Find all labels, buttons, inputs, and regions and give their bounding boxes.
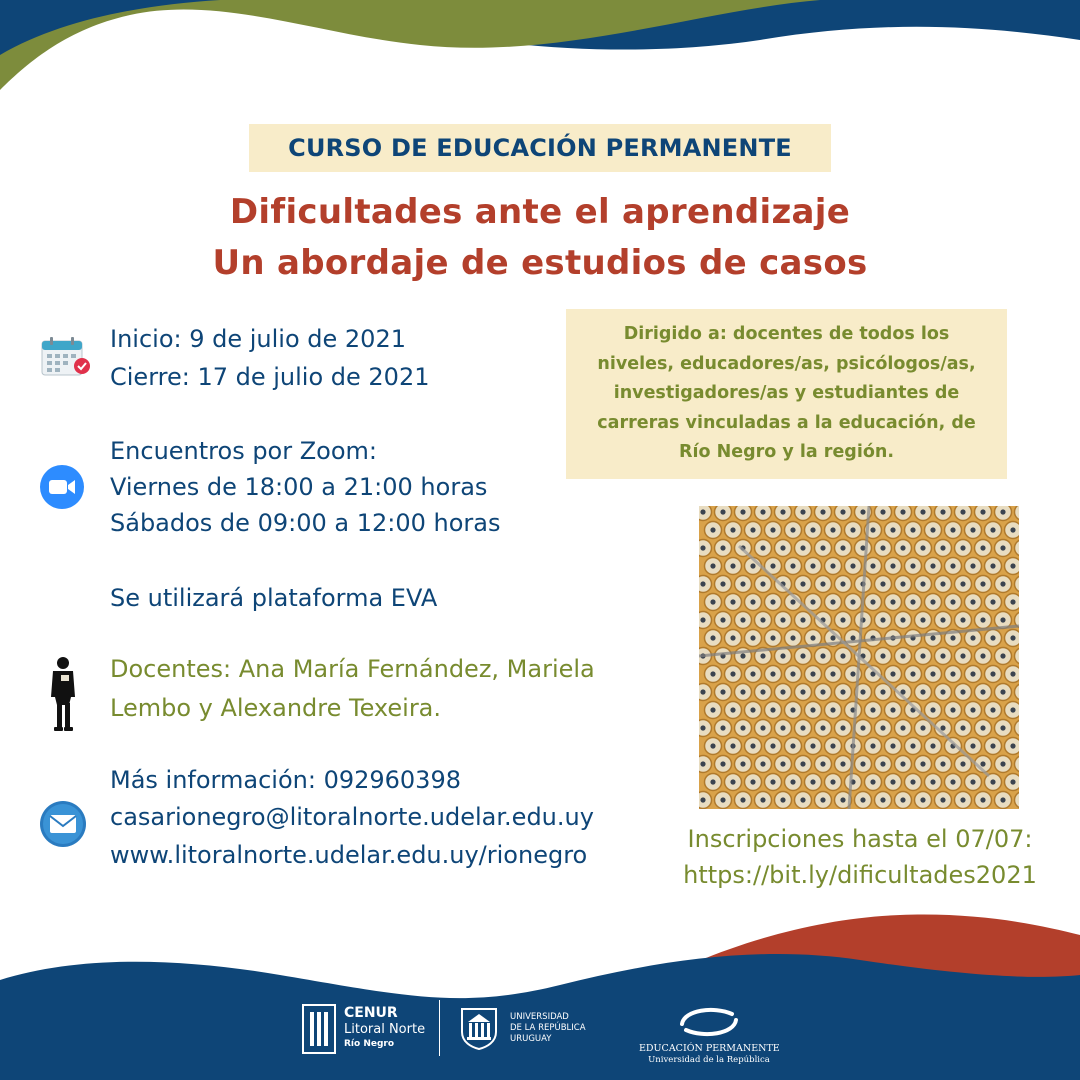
pencil-tip (875, 540, 892, 557)
pencil-tip (855, 540, 872, 557)
pencil-tip (775, 756, 792, 773)
pencil-tip (885, 666, 902, 683)
pencil-tip (795, 756, 812, 773)
pencil-tip (715, 792, 732, 809)
pencil-tip (875, 506, 892, 521)
pencil-tip (895, 792, 912, 809)
pencil-tip (755, 576, 772, 593)
pencil-tip (895, 540, 912, 557)
pencil-tip (925, 738, 942, 755)
pencil-tip (955, 648, 972, 665)
udelar-seal-icon (459, 1006, 499, 1050)
end-date: Cierre: 17 de julio de 2021 (110, 363, 430, 391)
pencil-tip (835, 648, 852, 665)
pencil-tip (875, 720, 892, 737)
pencil-tip (845, 594, 862, 611)
pencil-tip (875, 576, 892, 593)
pencil-tip (775, 506, 792, 521)
pencil-tip (915, 648, 932, 665)
pencil-tip (795, 540, 812, 557)
target-line: investigadores/as y estudiantes de (613, 383, 960, 403)
pencil-tip (945, 702, 962, 719)
pencil-tip (955, 684, 972, 701)
pencil-tip (765, 594, 782, 611)
pencil-tip (835, 720, 852, 737)
pencil-tip (755, 792, 772, 809)
pencil-tip (715, 648, 732, 665)
pencil-tip (1005, 774, 1020, 791)
pencil-tip (785, 702, 802, 719)
ep-name-line2: Universidad de la República (648, 1055, 770, 1065)
pencil-tip (825, 594, 842, 611)
pencil-tip (815, 612, 832, 629)
pencil-tip (895, 506, 912, 521)
pencil-tip (815, 540, 832, 557)
pencil-tip (845, 522, 862, 539)
pencil-tip (1005, 738, 1020, 755)
pencil-tip (699, 684, 712, 701)
pencil-tip (925, 594, 942, 611)
pencil-tip (745, 738, 762, 755)
pencil-tip (725, 666, 742, 683)
pencil-tip (805, 774, 822, 791)
ep-name-line1: EDUCACIÓN PERMANENTE (639, 1043, 780, 1054)
pencil-tip (725, 630, 742, 647)
pencil-tip (875, 648, 892, 665)
pencil-tip (755, 612, 772, 629)
pencil-tip (945, 738, 962, 755)
pencil-tip (715, 756, 732, 773)
pencil-tip (715, 684, 732, 701)
pencil-tip (775, 684, 792, 701)
pencil-tip (825, 666, 842, 683)
teachers-line1: Docentes: Ana María Fernández, Mariela (110, 655, 595, 683)
pencil-tip (699, 576, 712, 593)
pencil-tip (835, 506, 852, 521)
pencil-tip (895, 648, 912, 665)
pencil-tip (699, 540, 712, 557)
pencil-tip (875, 612, 892, 629)
contact-website[interactable]: www.litoralnorte.udelar.edu.uy/rionegro (110, 841, 588, 869)
pencil-tip (805, 558, 822, 575)
pencil-tip (735, 612, 752, 629)
pencil-tip (825, 702, 842, 719)
pencil-tip (775, 540, 792, 557)
pencil-tip (955, 576, 972, 593)
pencil-tip (705, 594, 722, 611)
pencil-tip (775, 612, 792, 629)
pencil-tip (965, 666, 982, 683)
pencil-tip (905, 594, 922, 611)
pencil-tip (755, 506, 772, 521)
pencil-tip (905, 558, 922, 575)
pencil-tip (885, 702, 902, 719)
pencil-tip (795, 684, 812, 701)
pencil-tip (1005, 522, 1020, 539)
pencil-tip (1005, 702, 1020, 719)
pencil-tip (1005, 558, 1020, 575)
pencil-tip (815, 756, 832, 773)
pencil-tip (955, 612, 972, 629)
pencil-tip (805, 522, 822, 539)
pencil-tip (925, 558, 942, 575)
pencil-tip (945, 558, 962, 575)
pencil-tip (725, 594, 742, 611)
pencil-tip (985, 558, 1002, 575)
pencil-tip (975, 792, 992, 809)
pencil-tip (905, 774, 922, 791)
pencil-tip (699, 612, 712, 629)
pencil-tip (995, 648, 1012, 665)
pencil-tip (745, 702, 762, 719)
pencil-tip (855, 792, 872, 809)
pencil-tip (795, 792, 812, 809)
pencil-tip (905, 522, 922, 539)
pencil-tip (765, 522, 782, 539)
pencil-tip (945, 594, 962, 611)
pencil-tip (835, 576, 852, 593)
pencil-tip (935, 792, 952, 809)
pencil-tip (965, 594, 982, 611)
cenur-name: CENUR (344, 1005, 398, 1021)
pencil-tip (815, 576, 832, 593)
pencil-tip (915, 612, 932, 629)
pencil-tip (995, 720, 1012, 737)
teacher-silhouette-icon (47, 655, 81, 733)
zoom-icon (39, 464, 85, 510)
pencil-tip (735, 792, 752, 809)
pencil-tip (725, 522, 742, 539)
target-line: Dirigido a: docentes de todos los (623, 324, 950, 344)
pencil-tip (785, 738, 802, 755)
pencil-tip (745, 522, 762, 539)
meetings-friday: Viernes de 18:00 a 21:00 horas (110, 473, 488, 501)
pencil-tip (975, 506, 992, 521)
pencil-tip (785, 558, 802, 575)
pencil-tip (985, 702, 1002, 719)
pencil-tip (699, 792, 712, 809)
target-line: carreras vinculadas a la educación, de (597, 412, 976, 433)
pencil-tip (975, 612, 992, 629)
pencil-tip (925, 774, 942, 791)
cenur-subname: Litoral Norte (344, 1022, 426, 1037)
pencil-tip (725, 558, 742, 575)
pencil-tip (995, 684, 1012, 701)
pencil-tip (875, 684, 892, 701)
pencil-tip (845, 774, 862, 791)
pencil-tip (935, 540, 952, 557)
pencil-tip (935, 756, 952, 773)
pencil-tip (699, 506, 712, 521)
pencil-tip (735, 720, 752, 737)
pencil-tip (815, 720, 832, 737)
pencil-tip (735, 576, 752, 593)
pencil-tip (935, 576, 952, 593)
pencil-tip (965, 702, 982, 719)
contact-phone: Más información: 092960398 (110, 766, 461, 794)
pencil-tip (995, 506, 1012, 521)
course-type-badge: CURSO DE EDUCACIÓN PERMANENTE (249, 124, 831, 172)
pencil-tip (855, 756, 872, 773)
pencil-tip (699, 720, 712, 737)
pencil-tip (925, 666, 942, 683)
pencil-tip (855, 720, 872, 737)
pencil-tip (985, 594, 1002, 611)
pencil-tip (915, 792, 932, 809)
pencil-tip (995, 576, 1012, 593)
pencil-tip (705, 774, 722, 791)
teachers-line2: Lembo y Alexandre Texeira. (110, 694, 442, 722)
pencil-tip (755, 540, 772, 557)
pencil-tip (995, 792, 1012, 809)
pencil-tip (865, 702, 882, 719)
pencil-tip (965, 738, 982, 755)
pencil-tip (745, 630, 762, 647)
pencil-tip (745, 774, 762, 791)
cenur-place: Río Negro (344, 1039, 395, 1049)
logo-divider (439, 1000, 440, 1056)
pencil-tip (875, 792, 892, 809)
pencil-tip (865, 594, 882, 611)
pencil-tip (815, 684, 832, 701)
pencil-tip (905, 738, 922, 755)
pencil-tip (895, 576, 912, 593)
pencil-tip (725, 738, 742, 755)
pencil-tip (935, 612, 952, 629)
pencil-tip (715, 576, 732, 593)
pencil-tip (1005, 630, 1020, 647)
pencil-tip (885, 558, 902, 575)
pencil-tip (715, 540, 732, 557)
pencil-tip (745, 666, 762, 683)
pencil-tip (795, 612, 812, 629)
pencils-photo (699, 506, 1019, 809)
contact-email[interactable]: casarionegro@litoralnorte.udelar.edu.uy (110, 803, 594, 831)
pencil-tip (1005, 594, 1020, 611)
pencil-tip (715, 720, 732, 737)
udelar-name-line1: UNIVERSIDAD (510, 1012, 569, 1022)
pencil-tip (765, 630, 782, 647)
pencil-tip (795, 576, 812, 593)
pencil-tip (835, 540, 852, 557)
pencil-tip (965, 522, 982, 539)
pencil-tip (965, 558, 982, 575)
educacion-permanente-logo-icon (674, 1004, 744, 1040)
pencil-tip (995, 540, 1012, 557)
pencil-tip (835, 612, 852, 629)
pencil-tip (895, 612, 912, 629)
pencil-tip (785, 522, 802, 539)
enrollment-deadline: Inscripciones hasta el 07/07: (687, 825, 1033, 853)
pencil-tip (705, 522, 722, 539)
target-line: niveles, educadores/as, psicólogos/as, (597, 353, 976, 374)
pencil-tip (705, 738, 722, 755)
pencil-tip (975, 648, 992, 665)
pencil-tip (915, 506, 932, 521)
pencil-tip (975, 720, 992, 737)
pencil-tip (775, 792, 792, 809)
pencil-tip (765, 738, 782, 755)
pencil-tip (765, 666, 782, 683)
pencil-tip (825, 558, 842, 575)
pencil-tip (699, 756, 712, 773)
pencil-tip (715, 612, 732, 629)
target-line: Río Negro y la región. (679, 442, 894, 462)
pencil-tip (915, 576, 932, 593)
email-icon (39, 800, 87, 848)
pencil-tip (765, 774, 782, 791)
pencil-tip (955, 540, 972, 557)
pencil-tip (755, 756, 772, 773)
course-title-line1: Dificultades ante el aprendizaje (229, 192, 851, 232)
pencil-tip (755, 684, 772, 701)
pencil-tip (775, 720, 792, 737)
start-date: Inicio: 9 de julio de 2021 (110, 325, 406, 353)
pencil-tip (805, 666, 822, 683)
udelar-name-line2: DE LA REPÚBLICA (510, 1023, 586, 1033)
pencil-tip (715, 506, 732, 521)
pencil-tip (885, 522, 902, 539)
pencil-tip (985, 522, 1002, 539)
pencil-tip (955, 720, 972, 737)
pencil-tip (985, 666, 1002, 683)
pencil-tip (735, 756, 752, 773)
pencil-tip (995, 756, 1012, 773)
pencil-tip (835, 684, 852, 701)
pencil-tip (795, 506, 812, 521)
pencil-tip (935, 506, 952, 521)
pencil-tip (945, 666, 962, 683)
pencil-tip (945, 774, 962, 791)
pencil-tip (745, 594, 762, 611)
pencil-tip (835, 756, 852, 773)
pencil-tip (925, 702, 942, 719)
pencil-tip (785, 666, 802, 683)
pencil-tip (925, 522, 942, 539)
pencil-tip (825, 522, 842, 539)
pencil-tip (885, 738, 902, 755)
pencil-tip (905, 666, 922, 683)
pencil-tip (945, 522, 962, 539)
target-audience-box (566, 309, 1007, 479)
meetings-heading: Encuentros por Zoom: (110, 437, 378, 465)
pencil-tip (725, 774, 742, 791)
pencil-tip (705, 702, 722, 719)
course-title-line2: Un abordaje de estudios de casos (212, 243, 868, 283)
udelar-name-line3: URUGUAY (510, 1034, 552, 1044)
pencil-tip (915, 684, 932, 701)
pencil-tip (845, 702, 862, 719)
pencil-tip (765, 702, 782, 719)
pencil-tip (805, 702, 822, 719)
pencil-tip (1005, 666, 1020, 683)
pencil-tip (955, 792, 972, 809)
pencil-tip (735, 684, 752, 701)
pencil-tip (895, 720, 912, 737)
pencil-tip (755, 720, 772, 737)
pencil-tip (705, 666, 722, 683)
pencil-tip (815, 506, 832, 521)
pencil-tip (895, 756, 912, 773)
pencil-tip (915, 756, 932, 773)
pencil-tip (815, 648, 832, 665)
pencil-tip (785, 774, 802, 791)
pencil-tip (865, 558, 882, 575)
pencil-tip (965, 774, 982, 791)
pencil-tip (825, 738, 842, 755)
pencil-tip (865, 738, 882, 755)
pencil-tip (735, 506, 752, 521)
pencil-tip (915, 540, 932, 557)
pencil-tip (935, 684, 952, 701)
pencil-tip (795, 720, 812, 737)
calendar-icon (40, 335, 92, 379)
pencil-tip (875, 756, 892, 773)
pencil-tip (935, 648, 952, 665)
pencil-tip (725, 702, 742, 719)
meetings-saturday: Sábados de 09:00 a 12:00 horas (110, 509, 501, 537)
pencil-tip (795, 648, 812, 665)
pencil-tip (975, 684, 992, 701)
pencil-tip (865, 774, 882, 791)
pencil-tip (805, 738, 822, 755)
pencil-tip (885, 594, 902, 611)
pencil-tip (975, 540, 992, 557)
pencil-tip (785, 630, 802, 647)
enrollment-link[interactable]: https://bit.ly/dificultades2021 (683, 861, 1037, 889)
cenur-logo-icon (302, 1004, 336, 1054)
pencil-tip (985, 738, 1002, 755)
pencil-tip (705, 558, 722, 575)
pencil-tip (955, 506, 972, 521)
pencil-tip (975, 576, 992, 593)
pencil-tip (985, 630, 1002, 647)
pencil-tip (885, 774, 902, 791)
pencil-tip (825, 774, 842, 791)
pencil-tip (845, 558, 862, 575)
pencil-tip (815, 792, 832, 809)
pencil-tip (705, 630, 722, 647)
platform-note: Se utilizará plataforma EVA (110, 584, 438, 612)
